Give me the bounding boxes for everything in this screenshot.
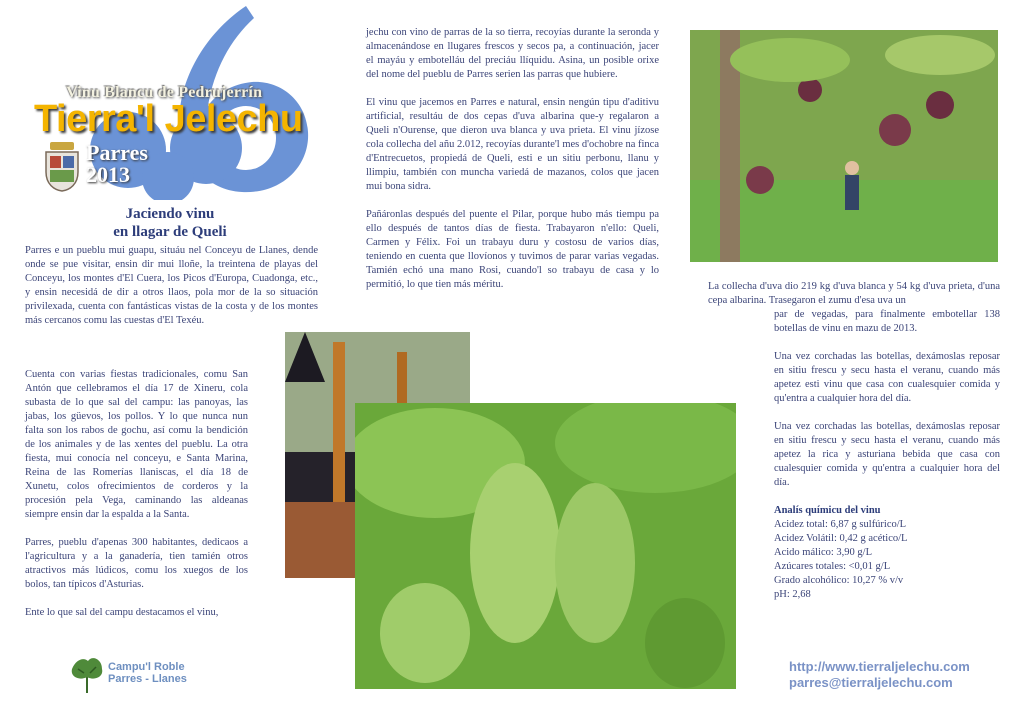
paragraph-resting-2: Una vez corchadas las botellas, dexámoslas reposar en sitiu frescu y secu hasta el veranu, cuando más apetez la rica y asturiana bebida que casa con cualesquier comida y qu'entra a cualquier hora del día. bbox=[774, 421, 1000, 488]
analysis-item: Grado alcohólico: 10,27 % v/v bbox=[774, 575, 904, 586]
article-heading bbox=[72, 205, 268, 241]
analysis-item: Acidez Volátil: 0,42 g acético/L bbox=[774, 533, 908, 544]
analysis-item: Acidez total: 6,87 g sulfúrico/L bbox=[774, 519, 907, 530]
brand-place: Parres bbox=[86, 140, 148, 165]
paragraph-festivals: Cuenta con varias fiestas tradicionales, comu San Antón que cellebramos el día 17 de Xineru, cola subasta de lo que sal del campu: las panoyas, las jabas, los güevos, los pollos. Y lo que nunca nun falta son los rabos de gochu, así comu la bendición de los animales y de las xentes del pueblu. La otra fiesta, mui conocía nel conceyu, e Santa Marina, Reina de las Romerías llaniscas, el día 18 de Xunetu, colos ofrecimientos de corderos y la procesión pela Vega, caminando las aldeanas siempre ensin dar la espalda a la Santa. bbox=[25, 369, 248, 520]
column-2 bbox=[366, 26, 659, 306]
heading-line-1: Jaciendo vinu bbox=[125, 206, 215, 222]
footer-brand bbox=[108, 661, 187, 685]
vineyard-illustration bbox=[690, 30, 998, 262]
paragraph-harvest: Pañáronlas después del puente el Pilar, porque hubo más tiempu pa ello después de tantos días de fiesta. Trabayaron n'ello: Queli, Carmen y Félix. Foi un trabayu duru y costosu de varios días, teniendo en cuenta que llovíonos y tuvimos de parar varias vegadas. Tamién echó una mano Rosi, cuando'l so trabayu de casa y lo permitió, lo que tien más méritu. bbox=[366, 209, 659, 290]
paragraph-resting-1: Una vez corchadas las botellas, dexámoslas reposar en sitiu frescu y secu hasta el veranu, cuando más apetez esti vinu que casa con cualesquier comida y qu'entra a cualquier hora del día. bbox=[774, 351, 1000, 404]
paragraph-yield-a: La collecha d'uva dio 219 kg d'uva blanca y 54 kg d'uva prieta, d'una cepa albarina. Trasegaron el zumu d'esa uva un bbox=[708, 281, 1000, 306]
paragraph-population: Parres, pueblu d'apenas 300 habitantes, dedicaos a l'agricultura y a la ganadería, tien tamién otros atractivos más lúdicos, comu los xuegos de los bolos, tan típicos d'Asturias. bbox=[25, 537, 248, 590]
coat-of-arms-icon bbox=[42, 140, 82, 192]
footer-brand-line-2: Parres - Llanes bbox=[108, 673, 187, 685]
paragraph-wine-intro: Ente lo que sal del campu destacamos el vinu, bbox=[25, 607, 219, 618]
paragraph-intro: Parres e un pueblu mui guapu, situáu nel Conceyu de Llanes, dende onde se pue visitar, ensin dir mui lloñe, la treintena de playas del Conceyu, los montes d'El Cuera, los Picos d'Europa, Cuadonga, etc., y ensin necesidá de dir a otros llaos, pola mor de la so situación privilexada, cuenta con fantásticas vistas de la costa y de los montes más cercanos comu las cuestas d'El Texéu. bbox=[25, 245, 318, 326]
analysis-item: pH: 2,68 bbox=[774, 589, 811, 600]
website-link[interactable]: http://www.tierraljelechu.com bbox=[789, 659, 970, 674]
brand-year: 2013 bbox=[86, 162, 130, 187]
oak-tree-logo-icon bbox=[68, 655, 106, 695]
brand-subtitle: Vinu Blancu de Pedrujerrín bbox=[66, 84, 263, 101]
paragraph-origin: jechu con vino de parras de la so tierra, recoyías durante la seronda y almacenándose en llugares frescos y secos pa, a continuación, jacer el mayáu y embotelláu del preciáu llíquidu. Asina, un posible orixe del nome del pueblu de Parres serien las parras que hubiere. bbox=[366, 27, 659, 80]
heading-line-2: en llagar de Queli bbox=[113, 224, 227, 240]
paragraph-natural-wine: El vinu que jacemos en Parres e natural, ensin nengún tipu d'aditivu artificial, resultáu de dos cepas d'uva albarina que-y regalaron a Queli n'Ourense, que dieron uva blanca y uva prieta. El vinu jízose cola collecha del añu 2.012, recoyías durante'l mes d'ochobre na finca d'Entrecuetos, propiedá de Queli, esti e un sitiu perbonu, llanu y llimpiu, también con muncha variedá de mazanos, colos que jacen mui bona sidra. bbox=[366, 97, 659, 192]
analysis-item: Acido málico: 3,90 g/L bbox=[774, 547, 872, 558]
wine-analysis bbox=[774, 504, 1000, 602]
footer-brand-line-1: Campu'l Roble bbox=[108, 661, 185, 673]
paragraph-yield-b: par de vegadas, para finalmente embotellar 138 botellas de vinu en mazu de 2013. bbox=[774, 309, 1000, 334]
analysis-item: Azúcares totales: <0,01 g/L bbox=[774, 561, 891, 572]
grapes-illustration bbox=[355, 403, 736, 689]
column-3 bbox=[708, 280, 1000, 602]
email-link[interactable]: parres@tierraljelechu.com bbox=[789, 675, 953, 690]
footer-contact bbox=[789, 659, 970, 691]
vineyard-photo bbox=[690, 30, 998, 262]
intro-paragraph bbox=[25, 244, 318, 342]
grapes-photo bbox=[355, 403, 736, 689]
brand-title: Tierra'l Jelechu bbox=[34, 98, 303, 140]
column-3-indented bbox=[708, 308, 1000, 602]
column-1-lower bbox=[25, 368, 248, 634]
analysis-title: Analís químicu del vinu bbox=[774, 505, 881, 516]
